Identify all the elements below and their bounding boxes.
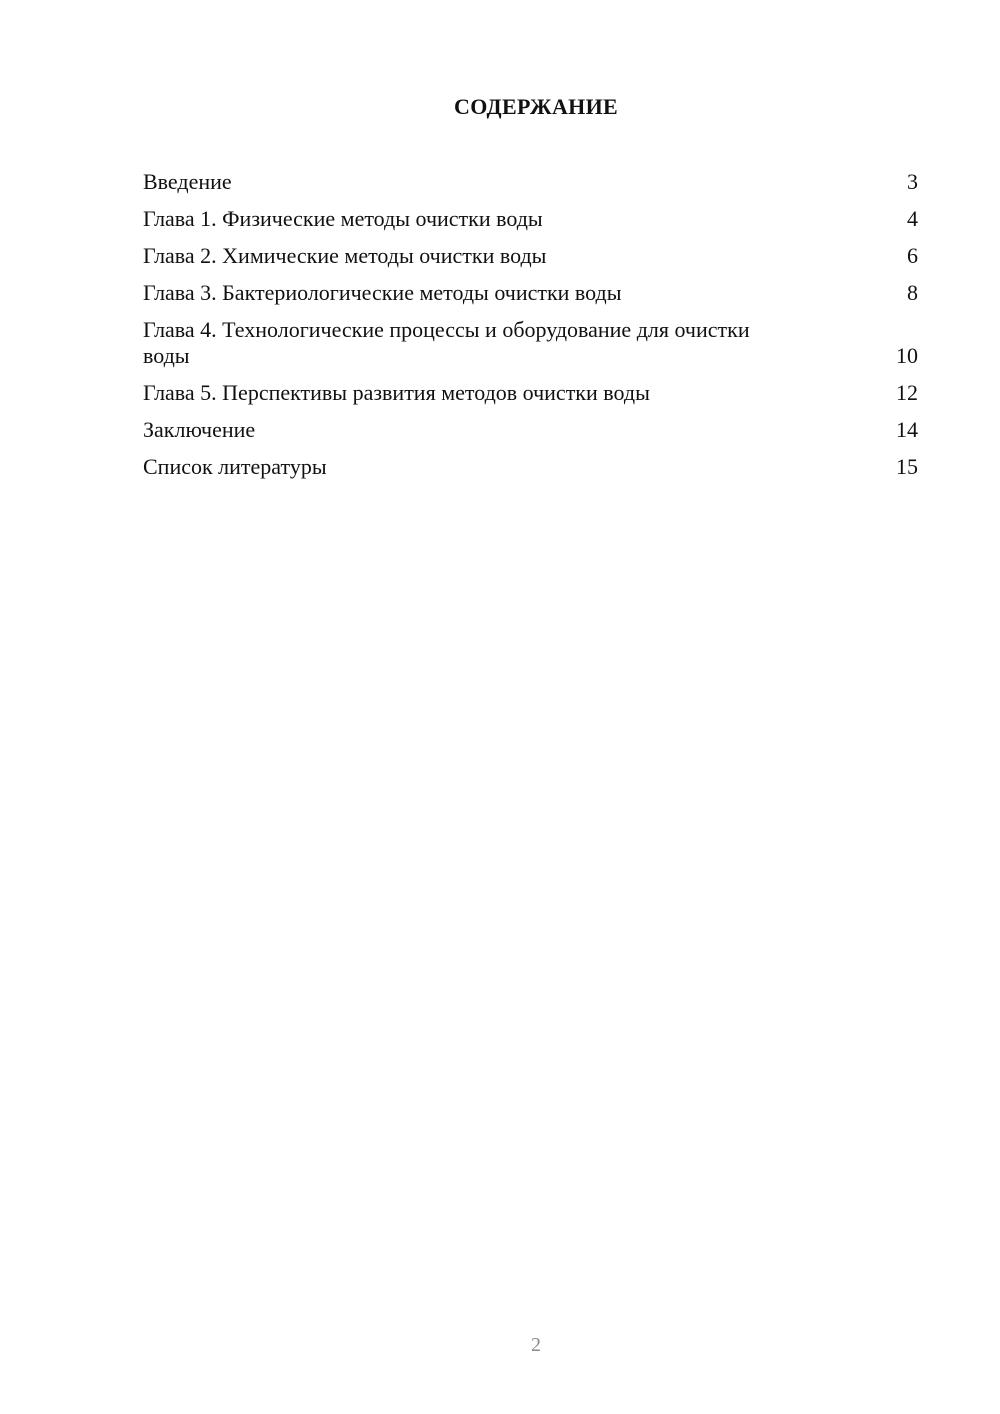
toc-entry-page: 10	[896, 343, 918, 368]
toc-entry-label: Глава 3. Бактериологические методы очистки воды	[143, 280, 622, 305]
toc-row	[143, 206, 918, 232]
toc-entry-label: Список литературы	[143, 454, 327, 479]
toc-entry-page: 3	[907, 169, 918, 194]
toc-entry-page: 14	[896, 417, 918, 442]
toc-row	[143, 454, 918, 480]
toc-entry-page: 6	[907, 243, 918, 268]
page-title: СОДЕРЖАНИЕ	[454, 94, 618, 119]
toc-entry-label: Глава 2. Химические методы очистки воды	[143, 243, 547, 268]
toc-entry-label: Заключение	[143, 417, 256, 442]
toc-entry-page: 15	[896, 454, 918, 479]
toc-entry-label: Глава 1. Физические методы очистки воды	[143, 206, 543, 231]
toc-entry-page: 12	[896, 380, 918, 405]
toc-row	[143, 280, 918, 306]
toc-row	[143, 317, 918, 369]
toc-entry-label: Глава 5. Перспективы развития методов очистки воды	[143, 380, 650, 405]
page-number: 2	[531, 1334, 541, 1356]
toc-entry-label: Введение	[143, 169, 232, 194]
toc-entry-page: 4	[907, 206, 918, 231]
toc-entry-page: 8	[907, 280, 918, 305]
toc-row	[143, 380, 918, 406]
toc-row	[143, 243, 918, 269]
toc-row	[143, 417, 918, 443]
toc-row	[143, 169, 918, 195]
table-of-contents	[143, 169, 918, 491]
toc-entry-label: Глава 4. Технологические процессы и оборудование для очистки воды	[143, 317, 750, 368]
